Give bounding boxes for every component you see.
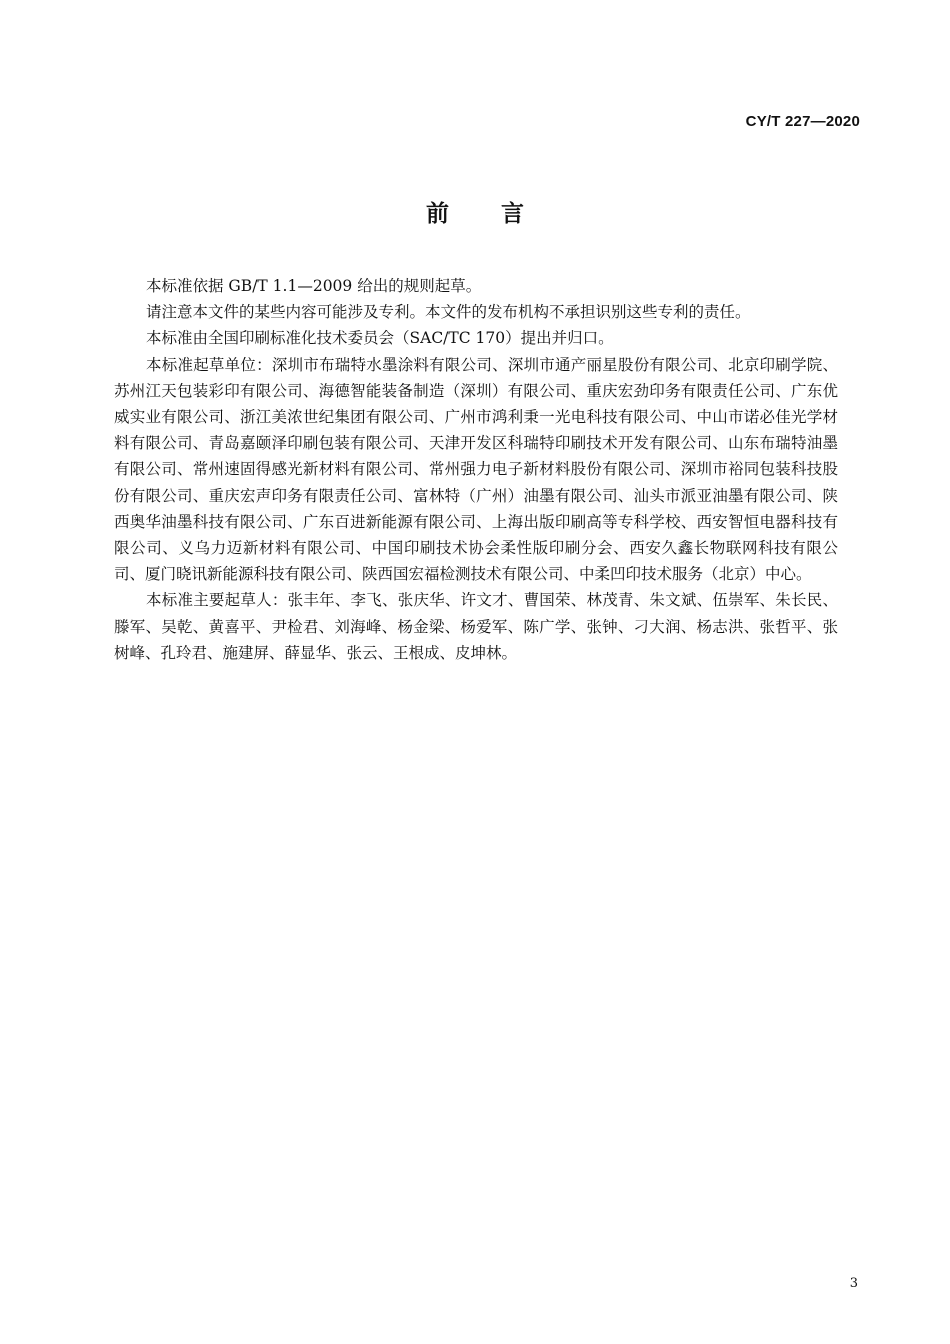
paragraph-drafting-units: 本标准起草单位：深圳市布瑞特水墨涂料有限公司、深圳市通产丽星股份有限公司、北京印刷学院、苏州江天包装彩印有限公司、海德智能装备制造（深圳）有限公司、重庆宏劲印务有限责任公司、广东优威实业有限公司、浙江美浓世纪集团有限公司、广州市鸿利秉一光电科技有限公司、中山市诺必佳光学材料有限公司、青岛嘉颐泽印刷包装有限公司、天津开发区科瑞特印刷技术开发有限公司、山东布瑞特油墨有限公司、常州速固得感光新材料有限公司、常州强力电子新材料股份有限公司、深圳市裕同包装科技股份有限公司、重庆宏声印务有限责任公司、富林特（广州）油墨有限公司、汕头市派亚油墨有限公司、陕西奥华油墨科技有限公司、广东百进新能源有限公司、上海出版印刷高等专科学校、西安智恒电器科技有限公司、义乌力迈新材料有限公司、中国印刷技术协会柔性版印刷分会、西安久鑫长物联网科技有限公司、厦门晓讯新能源科技有限公司、陕西国宏福检测技术有限公司、中柔凹印技术服务（北京）中心。 <box>114 355 838 584</box>
paragraph-proposer: 本标准由全国印刷标准化技术委员会（SAC/TC 170）提出并归口。 <box>146 329 614 348</box>
standard-code: CY/T 227—2020 <box>745 113 860 130</box>
preface-body <box>114 273 838 666</box>
paragraph-drafters: 本标准主要起草人：张丰年、李飞、张庆华、许文才、曹国荣、林茂青、朱文斌、伍崇军、朱长民、滕军、吴乾、黄喜平、尹检君、刘海峰、杨金梁、杨爱军、陈广学、张钟、刁大润、杨志洪、张哲平、张树峰、孔玲君、施建屏、薛显华、张云、王根成、皮坤林。 <box>114 591 838 662</box>
page-number: 3 <box>849 1276 858 1291</box>
paragraph-patent-notice: 请注意本文件的某些内容可能涉及专利。本文件的发布机构不承担识别这些专利的责任。 <box>146 303 751 322</box>
paragraph-drafting-rules: 本标准依据 GB/T 1.1—2009 给出的规则起草。 <box>146 277 482 295</box>
page-title: 前言 <box>426 201 576 227</box>
